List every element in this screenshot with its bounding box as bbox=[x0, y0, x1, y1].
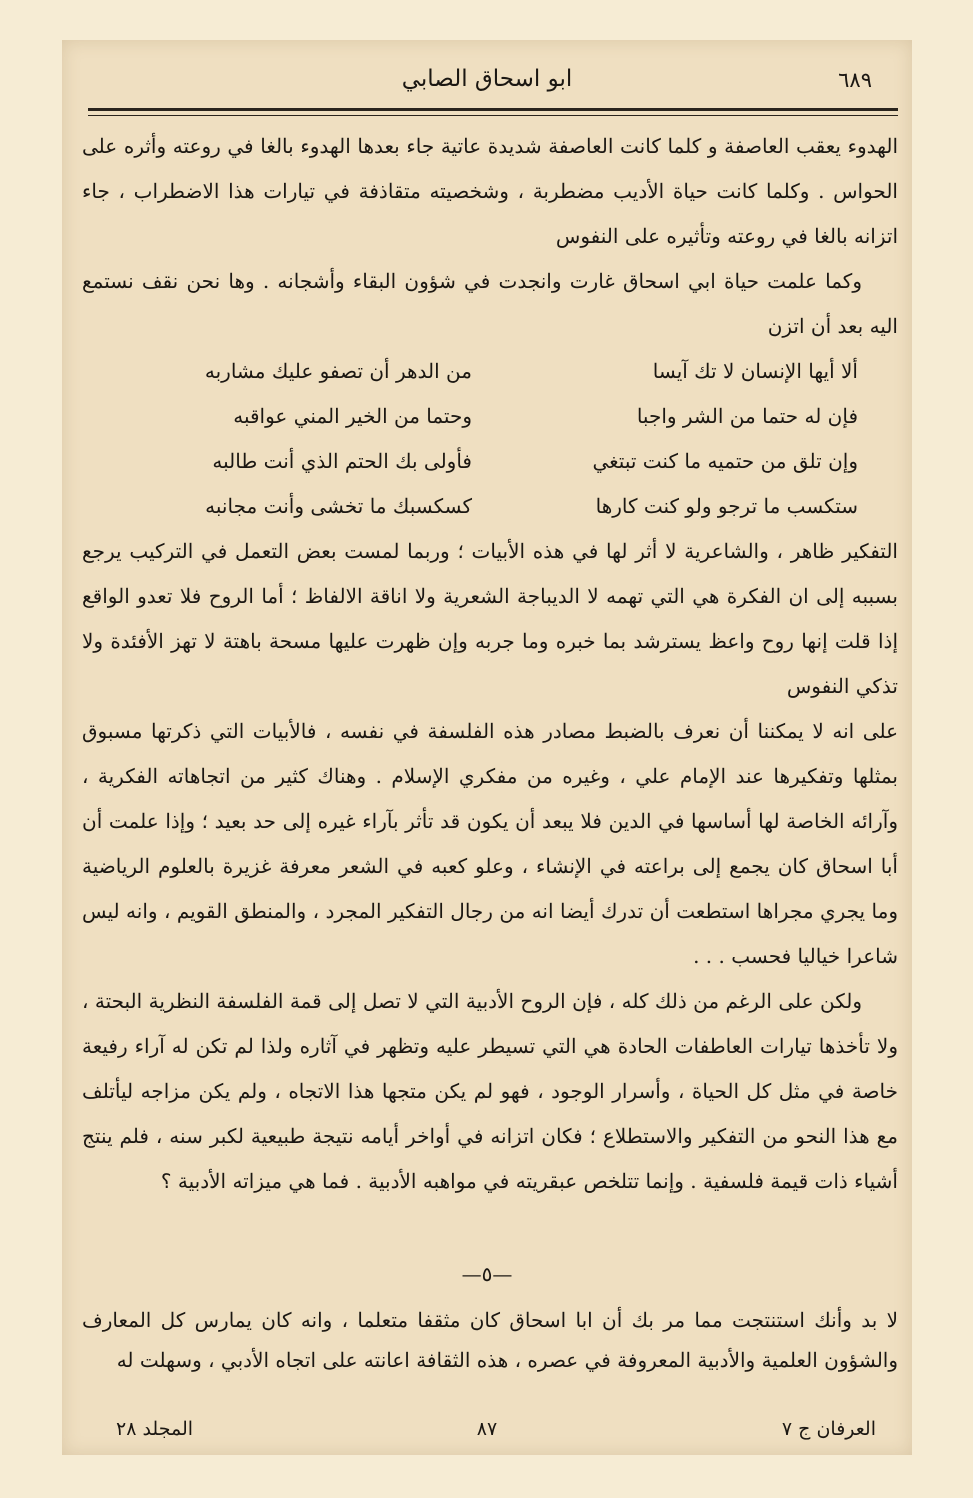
paragraph: ولكن على الرغم من ذلك كله ، فإن الروح الأدبية التي لا تصل إلى قمة الفلسفة النظرية البحتة ، ولا تأخذها تيارات العاطفات الحادة هي التي تسيطر عليه وتظهر في آثاره ولذا لم تكن له آراء رفيعة خاصة في مثل كل الحياة ، وأسرار الوجود ، فهو لم يكن متجها هذا الاتجاه ، ولم يكن مزاجه ليأتلف مع هذا النحو من التفكير والاستطلاع ؛ فكان اتزانه في أواخر أيامه نتيجة طبيعية لكبر سنه ، فلم ينتج أشياء ذات قيمة فلسفية . وإنما تتلخص عبقريته في مواهبه الأدبية . فما هي ميزاته الأدبية ؟ bbox=[82, 989, 898, 1193]
poem-verse bbox=[82, 349, 898, 394]
section-separator: —٥— bbox=[461, 1262, 513, 1286]
paragraph: وكما علمت حياة ابي اسحاق غارت وانجدت في شؤون البقاء وأشجانه . وها نحن نقف نستمع اليه بعد أن اتزن bbox=[82, 269, 898, 338]
header-rule bbox=[88, 108, 898, 111]
document-page bbox=[62, 40, 912, 1455]
poem-verse bbox=[82, 439, 898, 484]
paragraph: التفكير ظاهر ، والشاعرية لا أثر لها في هذه الأبيات ؛ وربما لمست بعض التعمل في التركيب يرجع بسببه إلى ان الفكرة هي التي تهمه لا الديباجة الشعرية ولا اناقة الالفاظ ؛ أما الروح فلا تعدو الواقع إذا قلت إنها روح واعظ يسترشد بما خبره وما جربه وإن ظهرت عليها مسحة باهتة لا تهز الأفئدة ولا تذكي النفوس bbox=[82, 539, 898, 698]
poem-hemistich-second: من الدهر أن تصفو عليك مشاربه bbox=[204, 359, 472, 383]
poem-hemistich-second: فأولى بك الحتم الذي أنت طالبه bbox=[212, 449, 472, 473]
paragraph: على انه لا يمكننا أن نعرف بالضبط مصادر هذه الفلسفة في نفسه ، فالأبيات التي ذكرتها مسبوق بمثلها وتفكيرها عند الإمام علي ، وغيره من مفكري الإسلام . وهناك كثير من اتجاهاته الفكرية ، وآرائه الخاصة لها أساسها في الدين فلا يبعد أن يكون قد تأثر بآراء غيره إلى حد بعيد ؛ وإذا علمت أن أبا اسحاق كان يجمع إلى براعته في الإنشاء ، وعلو كعبه في الشعر معرفة غزيرة بالعلوم الرياضية وما يجري مجراها استطعت أن تدرك أيضا انه من رجال التفكير المجرد ، والمنطق القويم ، وانه ليس شاعرا خياليا فحسب . . . bbox=[82, 719, 898, 968]
poem-verse bbox=[82, 484, 898, 529]
poem-hemistich-second: وحتما من الخير المني عواقبه bbox=[233, 404, 472, 428]
footer-volume: المجلد ٢٨ bbox=[116, 1418, 194, 1440]
poem bbox=[82, 349, 898, 529]
page-number: ٦٨٩ bbox=[838, 68, 872, 92]
page-footer bbox=[62, 1418, 912, 1448]
poem-hemistich-first: فإن له حتما من الشر واجبا bbox=[636, 404, 858, 428]
poem-hemistich-first: ستكسب ما ترجو ولو كنت كارها bbox=[595, 494, 858, 518]
page-header bbox=[62, 40, 912, 100]
poem-hemistich-first: وإن تلق من حتميه ما كنت تبتغي bbox=[592, 449, 858, 473]
footer-page-number: ٨٧ bbox=[476, 1418, 498, 1440]
poem-hemistich-second: كسكسبك ما تخشى وأنت مجانبه bbox=[205, 494, 472, 518]
poem-verse bbox=[82, 394, 898, 439]
footer-journal: العرفان ج ٧ bbox=[781, 1418, 876, 1440]
paragraph: الهدوء يعقب العاصفة و كلما كانت العاصفة شديدة عاتية جاء بعدها الهدوء بالغا في روعته وأثره على الحواس . وكلما كانت حياة الأديب مضطربة ، وشخصيته متقاذفة في تيارات هذا الاضطراب ، جاء اتزانه بالغا في روعته وتأثيره على النفوس bbox=[82, 134, 898, 248]
section-paragraph: لا بد وأنك استنتجت مما مر بك أن ابا اسحاق كان مثقفا متعلما ، وانه كان يمارس كل المعارف والشؤون العلمية والأدبية المعروفة في عصره ، هذه الثقافة اعانته على اتجاه الأدبي ، وسهلت له bbox=[82, 1308, 898, 1372]
running-title: ابو اسحاق الصابي bbox=[401, 66, 573, 92]
poem-hemistich-first: ألا أيها الإنسان لا تك آيسا bbox=[652, 359, 858, 383]
header-rule-thin bbox=[88, 115, 898, 116]
body-text bbox=[82, 124, 898, 1204]
